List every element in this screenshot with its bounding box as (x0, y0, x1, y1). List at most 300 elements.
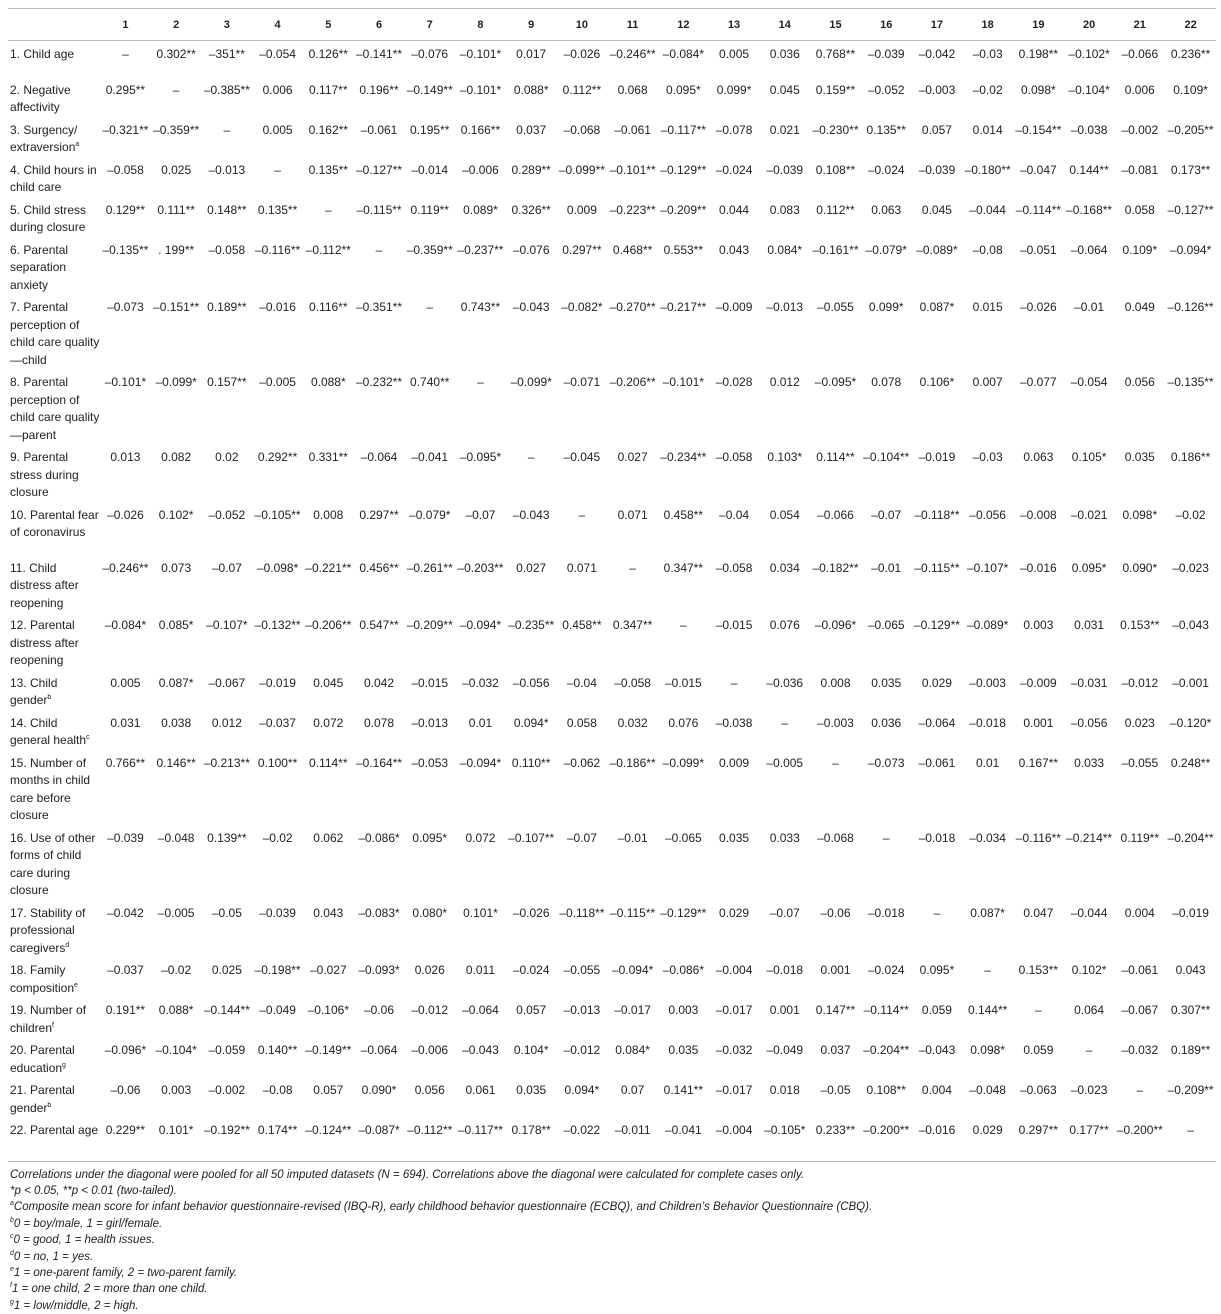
correlation-cell: 0.186** (1165, 444, 1216, 502)
correlation-cell: –0.02 (1165, 502, 1216, 555)
correlation-cell: –0.102* (1064, 41, 1115, 77)
correlation-cell: –0.064 (455, 997, 506, 1037)
correlation-cell: –0.114** (1013, 197, 1064, 237)
column-header: 9 (506, 9, 557, 41)
correlation-cell: 0.023 (1114, 710, 1165, 750)
header-blank (8, 9, 100, 41)
footnote-marker: d (65, 942, 69, 949)
correlation-cell: –0.062 (557, 750, 608, 825)
correlation-cell: 0.035 (709, 825, 760, 900)
table-row (8, 1117, 1216, 1161)
correlation-cell: 0.061 (455, 1077, 506, 1117)
footnote-marker: g (62, 1062, 66, 1069)
correlation-cell: 0.297** (354, 502, 405, 555)
correlation-cell: –0.06 (810, 900, 861, 958)
correlation-cell: –0.120* (1165, 710, 1216, 750)
correlation-cell: –0.182** (810, 555, 861, 613)
correlation-cell: 0.326** (506, 197, 557, 237)
correlation-cell: –0.013 (202, 157, 253, 197)
correlation-cell: –0.061 (912, 750, 963, 825)
correlation-cell: –0.180** (962, 157, 1013, 197)
correlation-cell: –0.079* (861, 237, 912, 295)
correlation-cell: – (861, 825, 912, 900)
row-label (8, 1117, 100, 1161)
correlation-cell: 0.153** (1013, 957, 1064, 997)
correlation-cell: 0.003 (658, 997, 709, 1037)
correlation-cell: 0.458** (557, 612, 608, 670)
correlation-cell: 0.059 (1013, 1037, 1064, 1077)
correlation-cell: – (1013, 997, 1064, 1037)
footnote-text: 0 = good, 1 = health issues. (14, 1234, 155, 1246)
table-body (8, 41, 1216, 1162)
table-row (8, 957, 1216, 997)
correlation-cell: 0.295** (100, 77, 151, 117)
correlation-cell: 0.006 (252, 77, 303, 117)
correlation-cell: 0.01 (962, 750, 1013, 825)
correlation-cell: 0.135** (303, 157, 354, 197)
correlation-cell: – (455, 369, 506, 444)
correlation-cell: –0.107* (962, 555, 1013, 613)
correlation-cell: –0.02 (151, 957, 202, 997)
row-label-text: 14. Child general health (10, 716, 86, 748)
correlation-cell: –0.039 (759, 157, 810, 197)
correlation-cell: –0.200** (1114, 1117, 1165, 1161)
correlation-cell: 0.062 (303, 825, 354, 900)
correlation-cell: –0.005 (252, 369, 303, 444)
correlation-cell: –0.359** (151, 117, 202, 157)
correlation-cell: 0.085* (151, 612, 202, 670)
correlation-cell: –0.094* (607, 957, 658, 997)
correlation-cell: –0.114** (861, 997, 912, 1037)
correlation-cell: –0.021 (1064, 502, 1115, 555)
correlation-cell: –0.014 (404, 157, 455, 197)
correlation-cell: 0.025 (202, 957, 253, 997)
correlation-cell: –0.104* (1064, 77, 1115, 117)
correlation-cell: –0.084* (100, 612, 151, 670)
correlation-cell: 0.044 (709, 197, 760, 237)
correlation-cell: 0.047 (1013, 900, 1064, 958)
correlation-cell: –0.079* (404, 502, 455, 555)
correlation-cell: 0.141** (658, 1077, 709, 1117)
footnote-text: Composite mean score for infant behavior questionnaire-revised (IBQ-R), early childhood behavior questionnaire (ECBQ), and Children’s Behavior Questionnaire (CBQ). (14, 1201, 872, 1213)
correlation-cell: –0.115** (912, 555, 963, 613)
correlation-cell: 0.468** (607, 237, 658, 295)
footnote-line (10, 1249, 1221, 1265)
correlation-cell: 0.049 (1114, 294, 1165, 369)
correlation-cell: –0.087* (354, 1117, 405, 1161)
correlation-cell: –0.101* (100, 369, 151, 444)
correlation-cell: –0.078 (709, 117, 760, 157)
correlation-cell: 0.084* (607, 1037, 658, 1077)
correlation-cell: 0.008 (303, 502, 354, 555)
footnote-text: *p < 0.05, **p < 0.01 (two-tailed). (10, 1185, 177, 1197)
correlation-cell: –0.032 (1114, 1037, 1165, 1077)
correlation-cell: –0.203** (455, 555, 506, 613)
correlation-cell: –0.351** (354, 294, 405, 369)
correlation-cell: 0.043 (709, 237, 760, 295)
correlation-cell: 0.058 (1114, 197, 1165, 237)
correlation-cell: –0.002 (1114, 117, 1165, 157)
correlation-cell: 0.229** (100, 1117, 151, 1161)
correlation-cell: –0.237** (455, 237, 506, 295)
column-header: 20 (1064, 9, 1115, 41)
correlation-cell: 0.112** (557, 77, 608, 117)
correlation-cell: –0.07 (759, 900, 810, 958)
correlation-cell: 0.045 (303, 670, 354, 710)
table-row (8, 237, 1216, 295)
correlation-cell: 0.004 (912, 1077, 963, 1117)
correlation-cell: 0.108** (810, 157, 861, 197)
column-header: 16 (861, 9, 912, 41)
correlation-cell: 0.004 (1114, 900, 1165, 958)
column-header: 10 (557, 9, 608, 41)
correlation-cell: 0.027 (506, 555, 557, 613)
correlation-cell: –0.061 (607, 117, 658, 157)
correlation-cell: –0.064 (1064, 237, 1115, 295)
correlation-cell: 0.071 (607, 502, 658, 555)
correlation-cell: 0.292** (252, 444, 303, 502)
correlation-cell: –0.126** (1165, 294, 1216, 369)
correlation-cell: 0.196** (354, 77, 405, 117)
correlation-cell: 0.458** (658, 502, 709, 555)
correlation-cell: 0.005 (100, 670, 151, 710)
correlation-cell: 0.021 (759, 117, 810, 157)
correlation-cell: 0.01 (455, 710, 506, 750)
correlation-cell: –0.066 (810, 502, 861, 555)
correlation-cell: 0.042 (354, 670, 405, 710)
correlation-cell: –0.129** (658, 157, 709, 197)
correlation-cell: –0.115** (607, 900, 658, 958)
row-label-text: 17. Stability of professional caregivers (10, 906, 85, 955)
row-label-text: 5. Child stress during closure (10, 203, 86, 235)
correlation-cell: 0.105* (1064, 444, 1115, 502)
correlation-cell: –0.053 (404, 750, 455, 825)
correlation-cell: 0.117** (303, 77, 354, 117)
correlation-cell: –0.01 (607, 825, 658, 900)
correlation-cell: –0.067 (202, 670, 253, 710)
column-header: 22 (1165, 9, 1216, 41)
correlation-table-page (0, 8, 1221, 1314)
correlation-cell: –0.045 (557, 444, 608, 502)
correlation-cell: 0.109* (1165, 77, 1216, 117)
correlation-cell: 0.553** (658, 237, 709, 295)
correlation-cell: –0.052 (861, 77, 912, 117)
correlation-cell: –0.098* (252, 555, 303, 613)
correlation-cell: –0.094* (455, 750, 506, 825)
footnote-line (10, 1265, 1221, 1281)
correlation-cell: –0.08 (962, 237, 1013, 295)
correlation-cell: –0.07 (861, 502, 912, 555)
correlation-cell: 0.139** (202, 825, 253, 900)
column-header: 17 (912, 9, 963, 41)
correlation-cell: –0.023 (1064, 1077, 1115, 1117)
correlation-cell: –0.017 (607, 997, 658, 1037)
correlation-cell: –0.024 (709, 157, 760, 197)
row-label (8, 825, 100, 900)
row-label (8, 77, 100, 117)
correlation-cell: 0.189** (1165, 1037, 1216, 1077)
footnote-text: Correlations under the diagonal were pooled for all 50 imputed datasets (N = 694). Correlations above the diagonal were calculated for complete cases only. (10, 1169, 804, 1181)
row-label-text: 9. Parental stress during closure (10, 450, 79, 499)
row-label (8, 294, 100, 369)
correlation-cell: 0.057 (303, 1077, 354, 1117)
correlation-cell: –0.011 (607, 1117, 658, 1161)
correlation-cell: 0.140** (252, 1037, 303, 1077)
correlation-cell: –0.101* (455, 77, 506, 117)
correlation-cell: –0.016 (912, 1117, 963, 1161)
footnote-text: 0 = boy/male, 1 = girl/female. (14, 1218, 162, 1230)
row-label-text: 3. Surgency/ extraversion (10, 123, 77, 155)
correlation-cell: –0.06 (100, 1077, 151, 1117)
correlation-cell: 0.129** (100, 197, 151, 237)
correlation-cell: –0.036 (759, 670, 810, 710)
correlation-cell: 0.008 (810, 670, 861, 710)
correlation-cell: –0.07 (202, 555, 253, 613)
row-label-text: 8. Parental perception of child care quality—parent (10, 375, 99, 442)
correlation-cell: –0.054 (252, 41, 303, 77)
correlation-cell: –0.043 (1165, 612, 1216, 670)
correlation-cell: –0.101* (658, 369, 709, 444)
row-label (8, 670, 100, 710)
correlation-cell: 0.289** (506, 157, 557, 197)
correlation-cell: –0.064 (912, 710, 963, 750)
correlation-cell: 0.005 (252, 117, 303, 157)
row-label-text: 16. Use of other forms of child care during closure (10, 831, 95, 898)
column-header: 8 (455, 9, 506, 41)
correlation-cell: –0.012 (1114, 670, 1165, 710)
correlation-cell: –0.096* (810, 612, 861, 670)
correlation-cell: 0.035 (506, 1077, 557, 1117)
correlation-cell: –0.043 (506, 502, 557, 555)
correlation-cell: –0.044 (1064, 900, 1115, 958)
footnote-marker: b (47, 694, 51, 701)
correlation-cell: 0.103* (759, 444, 810, 502)
correlation-cell: 0.031 (1064, 612, 1115, 670)
correlation-cell: 0.072 (455, 825, 506, 900)
correlation-cell: –0.058 (607, 670, 658, 710)
footnote-marker: d (10, 1250, 14, 1257)
table-row (8, 825, 1216, 900)
correlation-cell: 0.076 (759, 612, 810, 670)
correlation-cell: 0.547** (354, 612, 405, 670)
correlation-cell: –0.112** (303, 237, 354, 295)
table-row (8, 750, 1216, 825)
correlation-cell: –0.077 (1013, 369, 1064, 444)
correlation-cell: – (1165, 1117, 1216, 1161)
correlation-cell: 0.135** (252, 197, 303, 237)
correlation-cell: 0.003 (151, 1077, 202, 1117)
correlation-cell: –0.209** (404, 612, 455, 670)
row-label (8, 900, 100, 958)
correlation-cell: –0.151** (151, 294, 202, 369)
correlation-cell: –0.101* (455, 41, 506, 77)
correlation-cell: 0.248** (1165, 750, 1216, 825)
correlation-cell: –0.02 (252, 825, 303, 900)
correlation-cell: 0.034 (759, 555, 810, 613)
footnote-marker: c (10, 1233, 14, 1240)
correlation-cell: 0.099* (709, 77, 760, 117)
correlation-cell: 0.144** (962, 997, 1013, 1037)
correlation-cell: –0.006 (455, 157, 506, 197)
row-label-text: 10. Parental fear of coronavirus (10, 508, 99, 540)
correlation-cell: 0.347** (607, 612, 658, 670)
row-label-text: 2. Negative affectivity (10, 83, 71, 115)
correlation-cell: –0.043 (912, 1037, 963, 1077)
correlation-cell: –0.058 (202, 237, 253, 295)
footnote-line (10, 1216, 1221, 1232)
header-row (8, 9, 1216, 41)
correlation-cell: 0.072 (303, 710, 354, 750)
footnote-text: 1 = one child, 2 = more than one child. (12, 1283, 208, 1295)
correlation-cell: 0.076 (658, 710, 709, 750)
correlation-cell: 0.063 (861, 197, 912, 237)
correlation-cell: – (658, 612, 709, 670)
correlation-cell: 0.012 (202, 710, 253, 750)
correlation-cell: 0.029 (912, 670, 963, 710)
table-row (8, 502, 1216, 555)
correlation-cell: –0.026 (100, 502, 151, 555)
footnote-marker: g (10, 1299, 14, 1306)
correlation-cell: 0.089* (455, 197, 506, 237)
correlation-cell: –0.017 (709, 997, 760, 1037)
row-label-text: 1. Child age (10, 47, 74, 61)
correlation-cell: 0.331** (303, 444, 354, 502)
correlation-cell: –0.068 (810, 825, 861, 900)
correlation-cell: –0.089* (912, 237, 963, 295)
row-label (8, 957, 100, 997)
column-header: 19 (1013, 9, 1064, 41)
correlation-cell: –0.214** (1064, 825, 1115, 900)
correlation-cell: –0.013 (404, 710, 455, 750)
correlation-cell: –0.024 (861, 157, 912, 197)
row-label-text: 11. Child distress after reopening (10, 561, 79, 610)
correlation-cell: 0.078 (354, 710, 405, 750)
footnote-text: 1 = low/middle, 2 = high. (14, 1300, 139, 1312)
correlation-cell: –0.008 (1013, 502, 1064, 555)
table-row (8, 117, 1216, 157)
correlation-cell: 0.056 (1114, 369, 1165, 444)
correlation-cell: 0.080* (404, 900, 455, 958)
row-label (8, 157, 100, 197)
correlation-cell: –0.04 (709, 502, 760, 555)
correlation-cell: –0.07 (455, 502, 506, 555)
footnote-marker: e (10, 1266, 14, 1273)
correlation-cell: –0.217** (658, 294, 709, 369)
column-header: 3 (202, 9, 253, 41)
table-row (8, 41, 1216, 77)
correlation-cell: 0.094* (557, 1077, 608, 1117)
correlation-cell: –0.05 (202, 900, 253, 958)
correlation-cell: 0.456** (354, 555, 405, 613)
correlation-cell: –0.112** (404, 1117, 455, 1161)
footnote-marker: a (75, 141, 79, 148)
correlation-cell: 0.059 (912, 997, 963, 1037)
correlation-cell: 0.153** (1114, 612, 1165, 670)
correlation-cell: . 199** (151, 237, 202, 295)
correlation-cell: –0.116** (1013, 825, 1064, 900)
correlation-cell: 0.297** (557, 237, 608, 295)
correlation-cell: 0.058 (557, 710, 608, 750)
correlation-cell: –0.095* (455, 444, 506, 502)
row-label-text: 21. Parental gender (10, 1083, 75, 1115)
row-label-text: 15. Number of months in child care before closure (10, 756, 90, 823)
row-label (8, 369, 100, 444)
correlation-cell: – (1064, 1037, 1115, 1077)
correlation-cell: –0.032 (709, 1037, 760, 1077)
column-header: 11 (607, 9, 658, 41)
correlation-cell: 0.013 (100, 444, 151, 502)
correlation-cell: –0.055 (1114, 750, 1165, 825)
correlation-cell: 0.099* (861, 294, 912, 369)
correlation-cell: –0.115** (354, 197, 405, 237)
correlation-cell: –0.06 (354, 997, 405, 1037)
correlation-cell: –0.019 (252, 670, 303, 710)
correlation-cell: –0.024 (861, 957, 912, 997)
correlation-cell: 0.766** (100, 750, 151, 825)
table-row (8, 1077, 1216, 1117)
correlation-cell: –0.026 (557, 41, 608, 77)
correlation-cell: –0.009 (709, 294, 760, 369)
correlation-cell: –0.118** (557, 900, 608, 958)
correlation-cell: –0.056 (1064, 710, 1115, 750)
correlation-cell: – (810, 750, 861, 825)
correlation-cell: –0.004 (709, 957, 760, 997)
footnote-line (10, 1199, 1221, 1215)
correlation-cell: 0.068 (607, 77, 658, 117)
correlation-cell: –0.094* (1165, 237, 1216, 295)
correlation-cell: 0.032 (607, 710, 658, 750)
correlation-cell: 0.102* (151, 502, 202, 555)
correlation-cell: – (404, 294, 455, 369)
correlation-cell: –0.064 (354, 444, 405, 502)
row-label-text: 4. Child hours in child care (10, 163, 97, 195)
row-label-text: 13. Child gender (10, 676, 57, 708)
table-row (8, 900, 1216, 958)
correlation-cell: 0.297** (1013, 1117, 1064, 1161)
correlation-cell: 0.307** (1165, 997, 1216, 1037)
correlation-cell: –0.095* (810, 369, 861, 444)
correlation-cell: 0.026 (404, 957, 455, 997)
correlation-cell: 0.162** (303, 117, 354, 157)
correlation-cell: 0.027 (607, 444, 658, 502)
correlation-cell: 0.101* (151, 1117, 202, 1161)
correlation-cell: 0.064 (1064, 997, 1115, 1037)
row-label (8, 750, 100, 825)
correlation-cell: –0.200** (861, 1117, 912, 1161)
correlation-cell: –0.086* (354, 825, 405, 900)
correlation-cell: –0.186** (607, 750, 658, 825)
correlation-cell: –0.127** (354, 157, 405, 197)
correlation-cell: –0.003 (810, 710, 861, 750)
table-row (8, 555, 1216, 613)
correlation-cell: –0.005 (759, 750, 810, 825)
footnote-line (10, 1183, 1221, 1199)
correlation-cell: 0.768** (810, 41, 861, 77)
correlation-cell: –0.051 (1013, 237, 1064, 295)
correlation-cell: –0.015 (404, 670, 455, 710)
row-label (8, 502, 100, 555)
correlation-cell: –0.246** (100, 555, 151, 613)
correlation-cell: –0.230** (810, 117, 861, 157)
row-label (8, 117, 100, 157)
correlation-cell: –0.232** (354, 369, 405, 444)
correlation-cell: –0.192** (202, 1117, 253, 1161)
correlation-cell: –0.047 (1013, 157, 1064, 197)
correlation-cell: –0.359** (404, 237, 455, 295)
correlation-cell: –351** (202, 41, 253, 77)
correlation-cell: –0.116** (252, 237, 303, 295)
correlation-cell: –0.206** (303, 612, 354, 670)
